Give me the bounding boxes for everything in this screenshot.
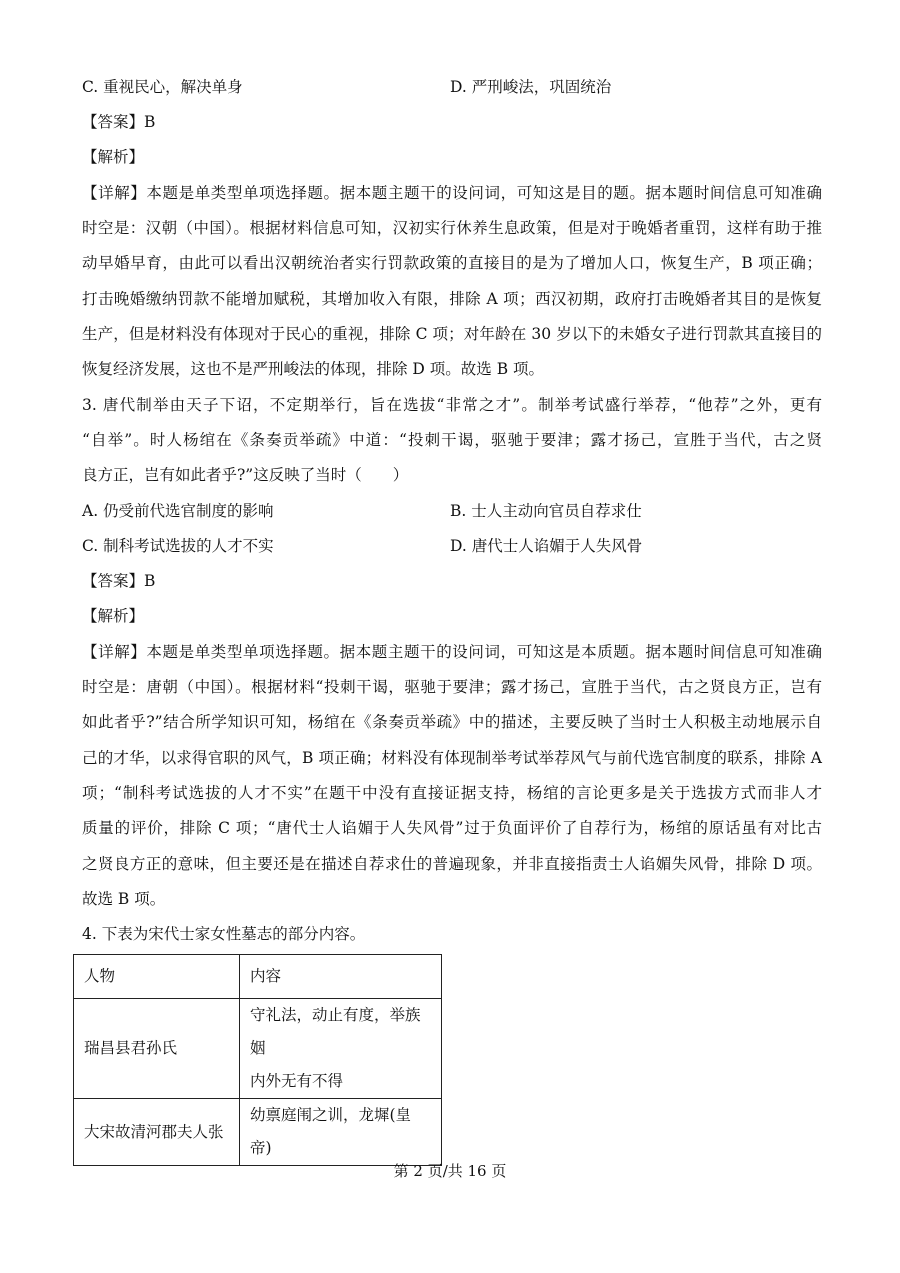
table-cell: 大宋故清河郡夫人张 <box>74 1099 240 1166</box>
table-cell-line: 守礼法，动止有度，举族姻 <box>250 1006 421 1057</box>
q3-detail-line: 如此者乎?”结合所学知识可知，杨绾在《条奏贡举疏》中的描述，主要反映了当时士人积极主动地展示自 <box>82 713 822 731</box>
q2-detail-line: 【详解】本题是单类型单项选择题。据本题主题干的设问词，可知这是目的题。据本题时间信息可知准确 <box>82 184 822 202</box>
q2-option-d: D. 严刑峻法，巩固统治 <box>450 78 612 96</box>
q3-detail-line: 时空是：唐朝（中国）。根据材料“投刺干谒，驱驰于要津；露才扬己，宣胜于当代，古之贤良方正，岂有 <box>82 678 822 696</box>
table-row <box>74 999 442 1099</box>
table-header-cell: 人物 <box>74 955 240 999</box>
table-row <box>74 1099 442 1166</box>
q4-stem: 4. 下表为宋代士家女性墓志的部分内容。 <box>82 925 366 943</box>
page-footer: 第 2 页/共 16 页 <box>393 1162 507 1180</box>
q2-detail-line: 动早婚早育，由此可以看出汉朝统治者实行罚款政策的直接目的是为了增加人口，恢复生产，B 项正确； <box>82 254 822 272</box>
q2-option-c: C. 重视民心，解决单身 <box>82 78 243 96</box>
q4-table <box>73 954 442 1166</box>
table-cell: 瑞昌县君孙氏 <box>74 999 240 1099</box>
q3-detail-line: 项；“制科考试选拔的人才不实”在题干中没有直接证据支持，杨绾的言论更多是关于选拔方式而非人才 <box>82 784 822 802</box>
table-header-cell: 内容 <box>240 955 442 999</box>
table-cell: 幼禀庭闱之训，龙墀(皇帝) <box>240 1099 442 1166</box>
table-header-row <box>74 955 442 999</box>
q3-answer: 【答案】B <box>82 572 156 590</box>
q3-detail-line: 己的才华，以求得官职的风气，B 项正确；材料没有体现制举考试举荐风气与前代选官制度的联系，排除 A <box>82 749 822 767</box>
q3-option-c: C. 制科考试选拔的人才不实 <box>82 537 274 555</box>
q3-stem-line: 良方正，岂有如此者乎?”这反映了当时（ ） <box>82 466 409 484</box>
q2-detail-line: 打击晚婚缴纳罚款不能增加赋税，其增加收入有限，排除 A 项；西汉初期，政府打击晚婚者其目的是恢复 <box>82 290 822 308</box>
q3-option-d: D. 唐代士人谄媚于人失风骨 <box>450 537 643 555</box>
q3-detail-line: 故选 B 项。 <box>82 890 166 908</box>
table-cell <box>240 999 442 1099</box>
table-cell-line: 内外无有不得 <box>250 1072 344 1090</box>
q2-answer: 【答案】B <box>82 113 156 131</box>
q3-option-a: A. 仍受前代选官制度的影响 <box>82 502 274 520</box>
q3-detail-line: 之贤良方正的意味，但主要还是在描述自荐求仕的普遍现象，并非直接指责士人谄媚失风骨，排除 D 项。 <box>82 855 822 873</box>
q3-stem-line: “自举”。时人杨绾在《条奏贡举疏》中道：“投刺干谒，驱驰于要津；露才扬己，宣胜于当代，古之贤 <box>82 431 822 449</box>
q2-analysis-label: 【解析】 <box>82 148 145 166</box>
q3-analysis-label: 【解析】 <box>82 607 145 625</box>
q3-stem-line: 3. 唐代制举由天子下诏，不定期举行，旨在选拔“非常之才”。制举考试盛行举荐，“他荐”之外，更有 <box>82 396 822 414</box>
q3-detail-line: 质量的评价，排除 C 项；“唐代士人谄媚于人失风骨”过于负面评价了自荐行为，杨绾的原话虽有对比古 <box>82 819 822 837</box>
q2-detail-line: 时空是：汉朝（中国）。根据材料信息可知，汉初实行休养生息政策，但是对于晚婚者重罚，这样有助于推 <box>82 219 822 237</box>
q2-detail-line: 生产，但是材料没有体现对于民心的重视，排除 C 项；对年龄在 30 岁以下的未婚女子进行罚款其直接目的 <box>82 325 822 343</box>
q3-detail-line: 【详解】本题是单类型单项选择题。据本题主题干的设问词，可知这是本质题。据本题时间信息可知准确 <box>82 643 822 661</box>
q2-detail-line: 恢复经济发展，这也不是严刑峻法的体现，排除 D 项。故选 B 项。 <box>82 360 545 378</box>
q3-option-b: B. 士人主动向官员自荐求仕 <box>450 502 642 520</box>
